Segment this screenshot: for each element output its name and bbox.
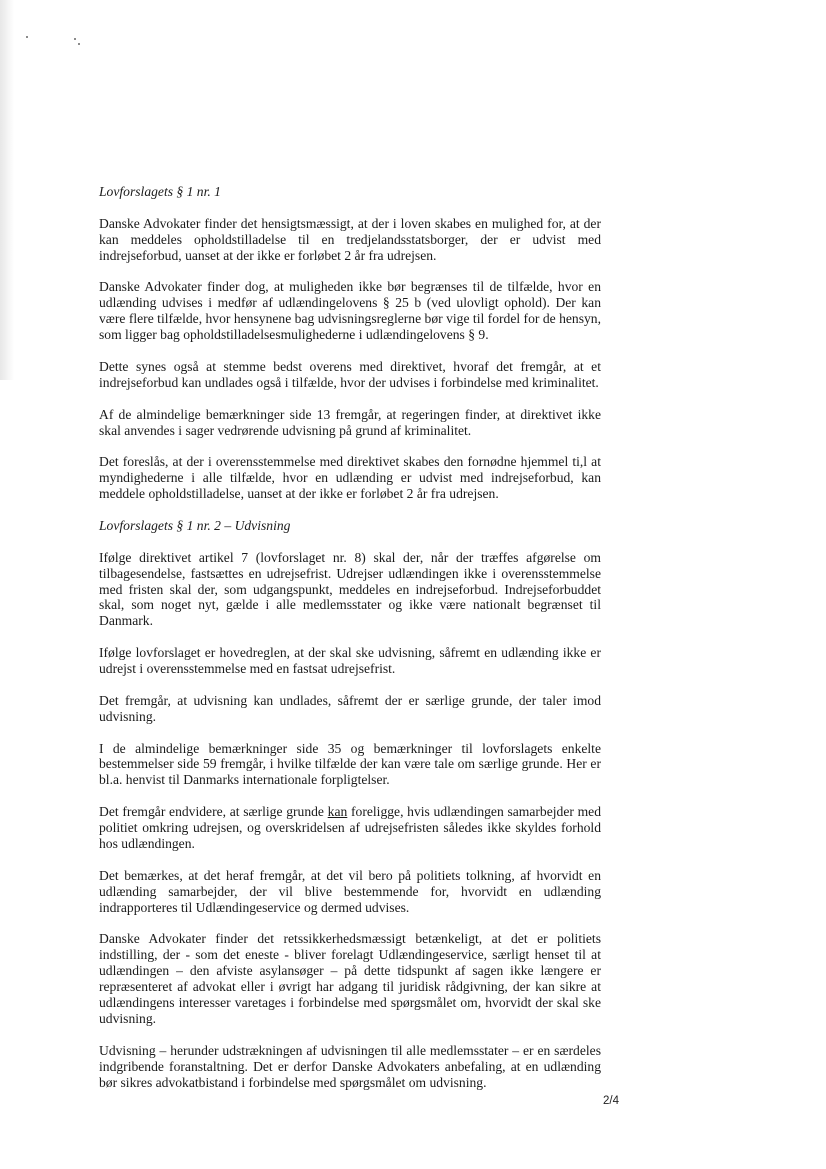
paragraph: Ifølge lovforslaget er hovedreglen, at der skal ske udvisning, såfremt en udlænding ikke er udrejst i overensstemmelse med en fastsat udrejsefrist. <box>99 645 601 677</box>
paragraph: Danske Advokater finder det retssikkerhedsmæssigt betænkeligt, at det er politiets indstilling, der - som det eneste - bliver forelagt Udlændingeservice, særligt henset til at udlændingen – den afviste asylansøger – på dette tidspunkt af sagen ikke længere er repræsenteret af advokat eller i øvrigt har adgang til juridisk rådgivning, der kan sikre at udlændingens interesser varetages i forbindelse med spørgsmålet om, hvorvidt der skal ske udvisning. <box>99 931 601 1026</box>
paragraph-with-emphasis <box>99 804 601 852</box>
scan-speck <box>78 43 80 45</box>
paragraph-text: Det fremgår endvidere, at særlige grunde <box>99 804 328 820</box>
paragraph: Af de almindelige bemærkninger side 13 fremgår, at regeringen finder, at direktivet ikke skal anvendes i sager vedrørende udvisning på grund af kriminalitet. <box>99 406 601 438</box>
paragraph-text: foreligge, hvis udlændingen samarbejder med politiet omkring udrejsen, og overskridelsen af udrejsefristen således ikke skyldes forhold hos udlændingen. <box>99 804 601 851</box>
scan-edge-shadow <box>0 0 14 380</box>
paragraph: Ifølge direktivet artikel 7 (lovforslaget nr. 8) skal der, når der træffes afgørelse om tilbagesendelse, fastsættes en udrejsefrist. Udrejser udlændingen ikke i overensstemmelse med fristen skal der, som udgangspunkt, meddeles en indrejseforbud. Indrejseforbuddet skal, som noget nyt, gælde i alle medlemsstater og ikke være nationalt begrænset til Danmark. <box>99 549 601 629</box>
document-body <box>99 184 601 1090</box>
underlined-word: kan <box>327 804 348 820</box>
paragraph: Det bemærkes, at det heraf fremgår, at det vil bero på politiets tolkning, af hvorvidt en udlænding samarbejder, der vil blive bestemmende for, hvorvidt en udlænding indrapporteres til Udlændingeservice og dermed udvises. <box>99 867 601 915</box>
scan-speck <box>74 38 76 40</box>
scan-speck <box>26 36 28 38</box>
paragraph: Det foreslås, at der i overensstemmelse med direktivet skabes den fornødne hjemmel ti,l at myndighederne i alle tilfælde, hvor en udlænding er udvist med indrejseforbud, kan meddele opholdstilladelse, uanset at der ikke er forløbet 2 år fra udrejsen. <box>99 454 601 502</box>
paragraph: Danske Advokater finder det hensigtsmæssigt, at der i loven skabes en mulighed for, at der kan meddeles opholdstilladelse til en tredjelandsstatsborger, der er udvist med indrejseforbud, uanset at der ikke er forløbet 2 år fra udrejsen. <box>99 215 601 263</box>
paragraph: Dette synes også at stemme bedst overens med direktivet, hvoraf det fremgår, at et indrejseforbud kan undlades også i tilfælde, hvor der udvises i forbindelse med kriminalitet. <box>99 358 601 390</box>
paragraph: Det fremgår, at udvisning kan undlades, såfremt der er særlige grunde, der taler imod udvisning. <box>99 692 601 724</box>
paragraph: I de almindelige bemærkninger side 35 og bemærkninger til lovforslagets enkelte bestemmelser side 59 fremgår, i hvilke tilfælde der kan være tale om særlige grunde. Her er bl.a. henvist til Danmarks internationale forpligtelser. <box>99 740 601 788</box>
section-heading-2: Lovforslagets § 1 nr. 2 – Udvisning <box>99 517 291 533</box>
section-heading-1: Lovforslagets § 1 nr. 1 <box>99 184 221 199</box>
paragraph: Danske Advokater finder dog, at muligheden ikke bør begrænses til de tilfælde, hvor en udlænding udvises i medfør af udlændingelovens § 25 b (ved ulovligt ophold). Der kan være flere tilfælde, hvor hensynene bag udvisningsreglerne bør vige til fordel for de hensyn, som ligger bag opholdstilladelsesmulighederne i udlændingelovens § 9. <box>99 279 601 343</box>
paragraph: Udvisning – herunder udstrækningen af udvisningen til alle medlemsstater – er en særdeles indgribende foranstaltning. Det er derfor Danske Advokaters anbefaling, at en udlænding bør sikres advokatbistand i forbindelse med spørgsmålet om udvisning. <box>99 1042 601 1090</box>
page-number: 2/4 <box>603 1095 619 1107</box>
